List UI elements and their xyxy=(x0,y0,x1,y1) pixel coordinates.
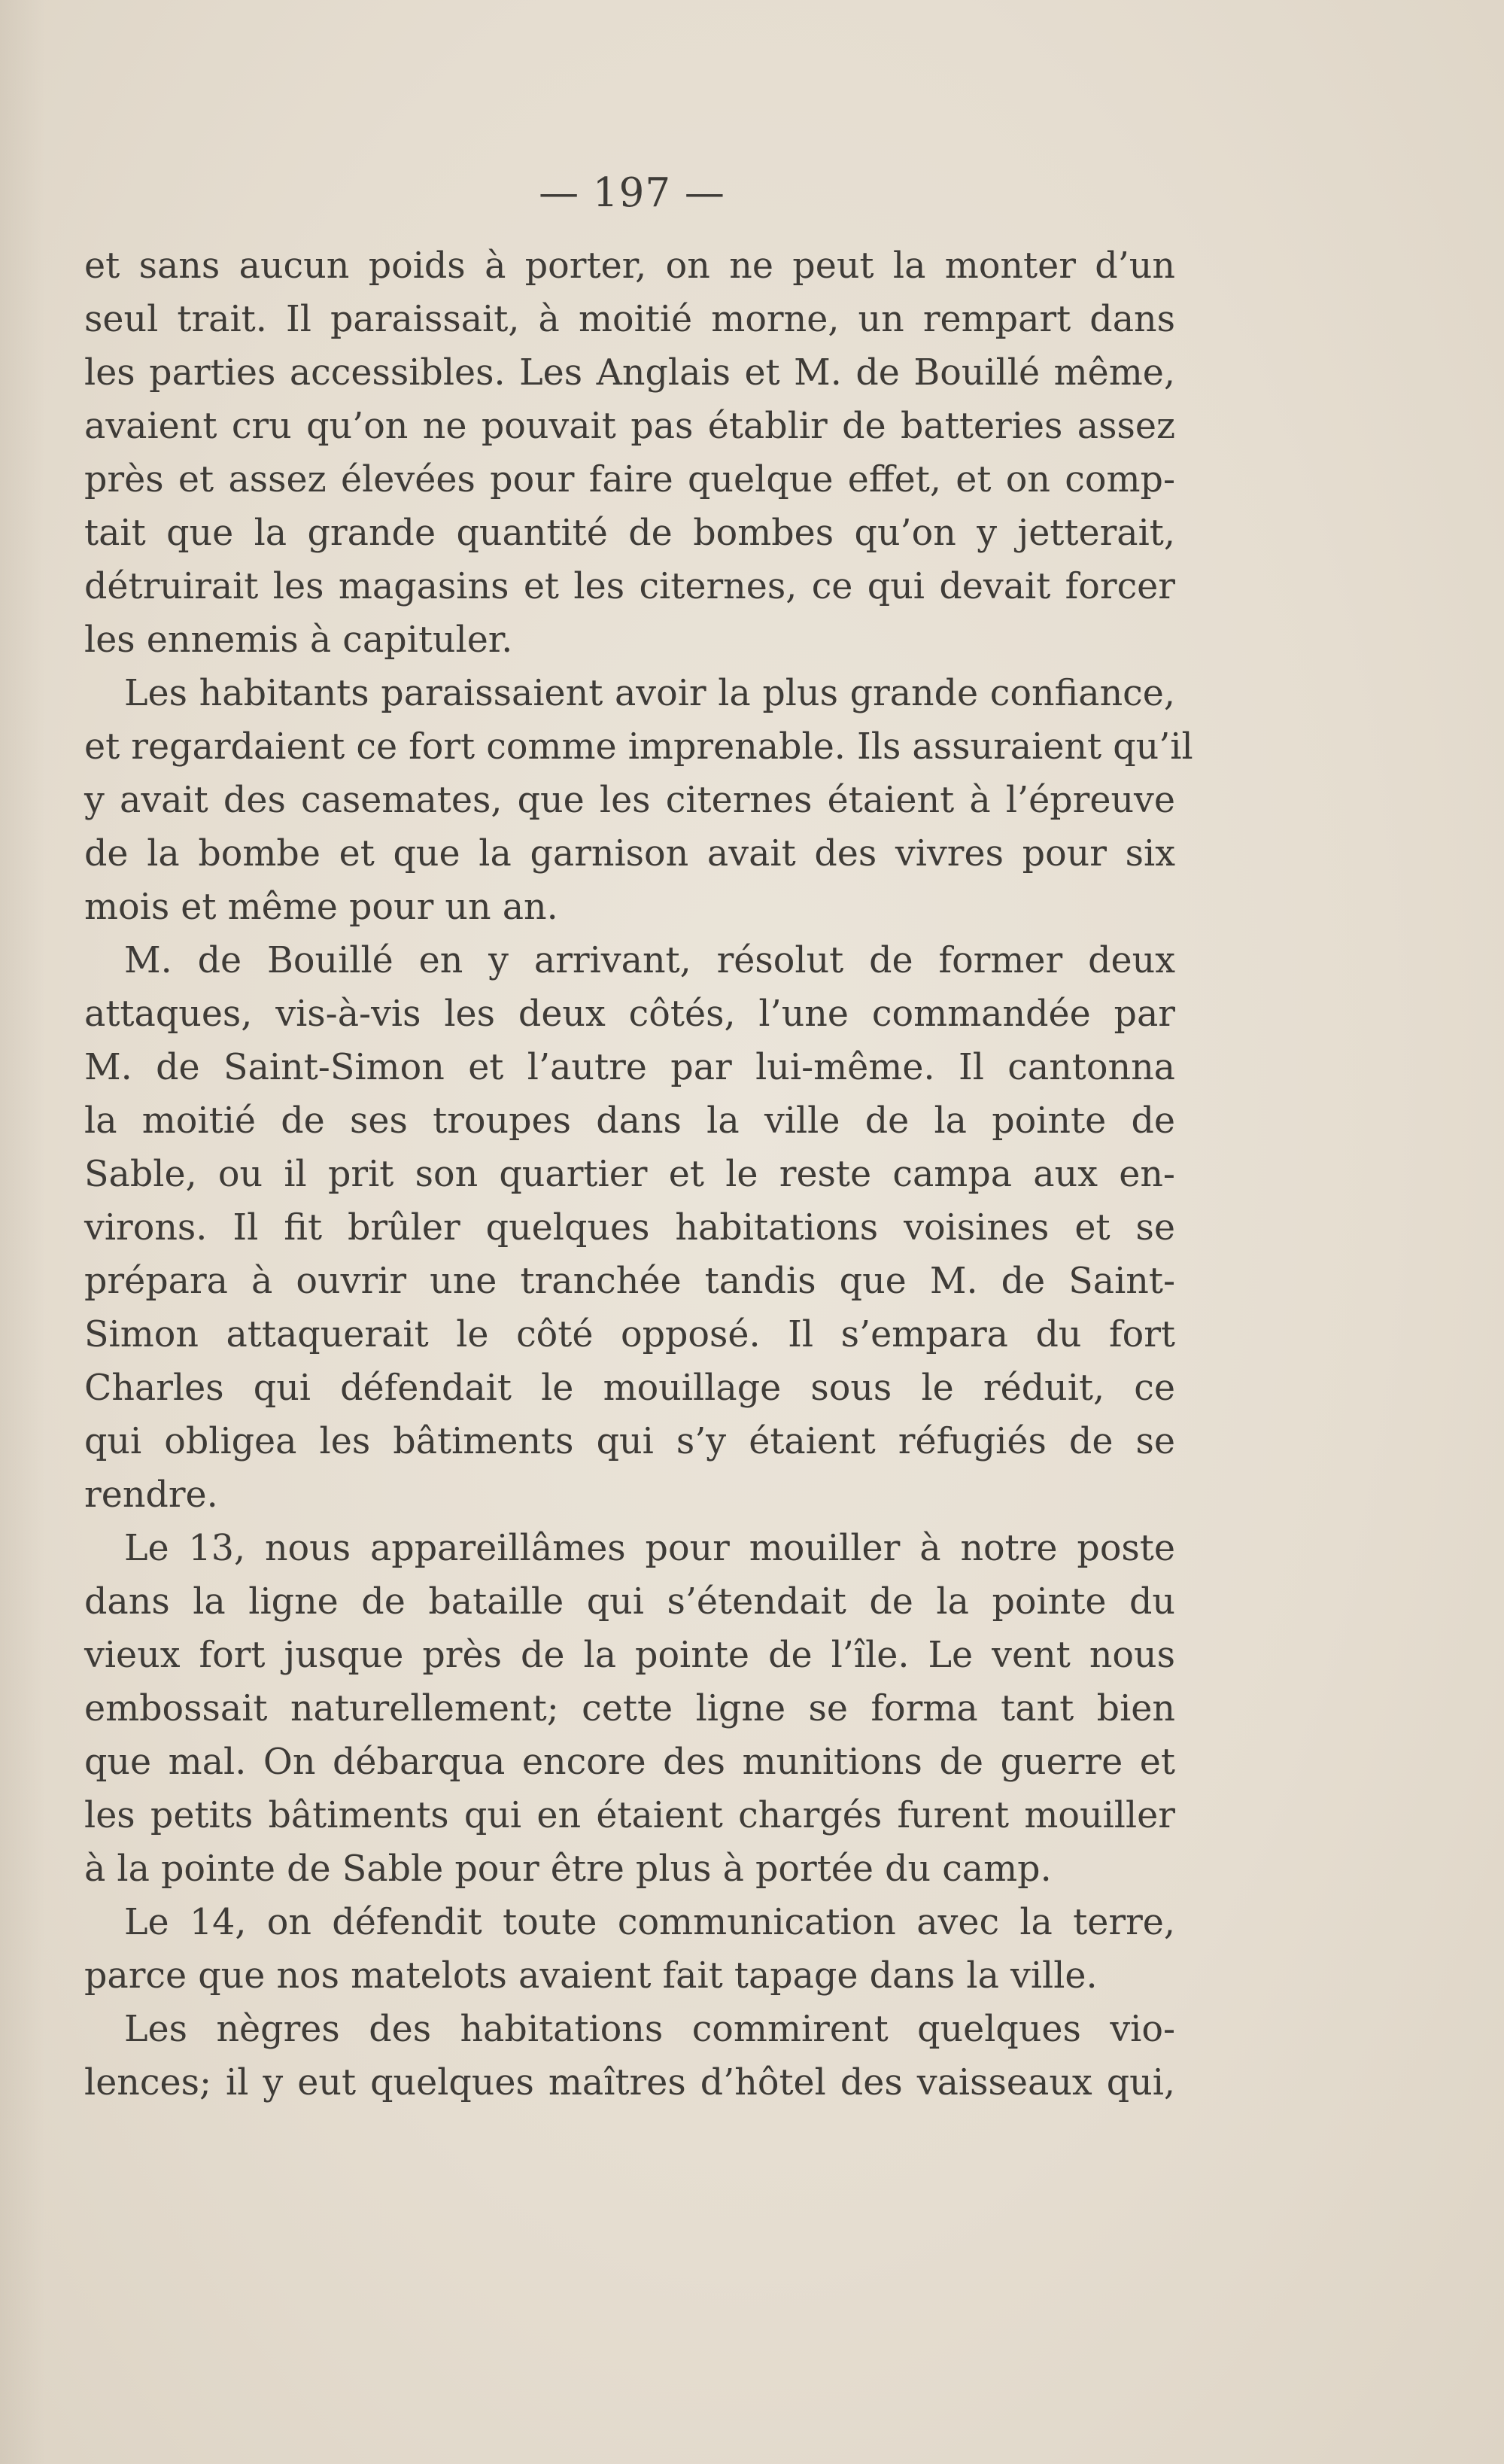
text-line: détruirait les magasins et les citernes, ce qui devait forcer xyxy=(84,566,1175,607)
text-line: parce que nos matelots avaient fait tapage dans la ville. xyxy=(84,1955,1098,1997)
text-line: Les nègres des habitations commirent quelques vio- xyxy=(124,2009,1175,2050)
text-line: mois et même pour un an. xyxy=(84,887,558,928)
text-line: prépara à ouvrir une tranchée tandis que M. de Saint- xyxy=(84,1261,1175,1302)
text-line: la moitié de ses troupes dans la ville de la pointe de xyxy=(84,1100,1175,1142)
text-line: les parties accessibles. Les Anglais et M. de Bouillé même, xyxy=(84,352,1175,394)
text-line: les ennemis à capituler. xyxy=(84,619,513,661)
text-line: Simon attaquerait le côté opposé. Il s’empara du fort xyxy=(84,1314,1175,1355)
text-line: M. de Saint-Simon et l’autre par lui-même. Il cantonna xyxy=(84,1047,1175,1088)
text-line: attaques, vis-à-vis les deux côtés, l’une commandée par xyxy=(84,993,1175,1035)
text-line: Le 14, on défendit toute communication avec la terre, xyxy=(124,1902,1175,1943)
text-line: M. de Bouillé en y arrivant, résolut de former deux xyxy=(124,940,1175,981)
text-line: tait que la grande quantité de bombes qu’on y jetterait, xyxy=(84,513,1175,554)
text-line: Charles qui défendait le mouillage sous le réduit, ce xyxy=(84,1367,1175,1409)
text-line: qui obligea les bâtiments qui s’y étaient réfugiés de se xyxy=(84,1421,1175,1462)
text-line: vieux fort jusque près de la pointe de l’île. Le vent nous xyxy=(84,1635,1175,1676)
text-line: à la pointe de Sable pour être plus à portée du camp. xyxy=(84,1848,1052,1890)
text-line: virons. Il fit brûler quelques habitations voisines et se xyxy=(84,1207,1175,1249)
text-line: Sable, ou il prit son quartier et le reste campa aux en- xyxy=(84,1154,1175,1195)
page-number: — 197 — xyxy=(539,170,725,216)
text-line: Les habitants paraissaient avoir la plus grande confiance, xyxy=(124,673,1175,714)
text-line: rendre. xyxy=(84,1474,218,1516)
body-text xyxy=(84,239,1193,2110)
text-line: près et assez élevées pour faire quelque effet, et on comp- xyxy=(84,459,1175,500)
text-line: dans la ligne de bataille qui s’étendait de la pointe du xyxy=(84,1581,1175,1623)
text-line: y avait des casemates, que les citernes étaient à l’épreuve xyxy=(84,780,1175,821)
text-line: les petits bâtiments qui en étaient chargés furent mouiller xyxy=(84,1795,1175,1836)
text-line: que mal. On débarqua encore des munitions de guerre et xyxy=(84,1742,1175,1783)
text-line: Le 13, nous appareillâmes pour mouiller à notre poste xyxy=(124,1528,1175,1569)
text-line: avaient cru qu’on ne pouvait pas établir de batteries assez xyxy=(84,406,1175,447)
text-line: de la bombe et que la garnison avait des vivres pour six xyxy=(84,833,1175,875)
text-line: et regardaient ce fort comme imprenable. Ils assuraient qu’il xyxy=(84,726,1193,768)
text-line: lences; il y eut quelques maîtres d’hôtel des vaisseaux qui, xyxy=(84,2062,1175,2104)
text-line: seul trait. Il paraissait, à moitié morne, un rempart dans xyxy=(84,299,1175,340)
text-line: embossait naturellement; cette ligne se forma tant bien xyxy=(84,1688,1175,1729)
text-line: et sans aucun poids à porter, on ne peut la monter d’un xyxy=(84,245,1175,287)
